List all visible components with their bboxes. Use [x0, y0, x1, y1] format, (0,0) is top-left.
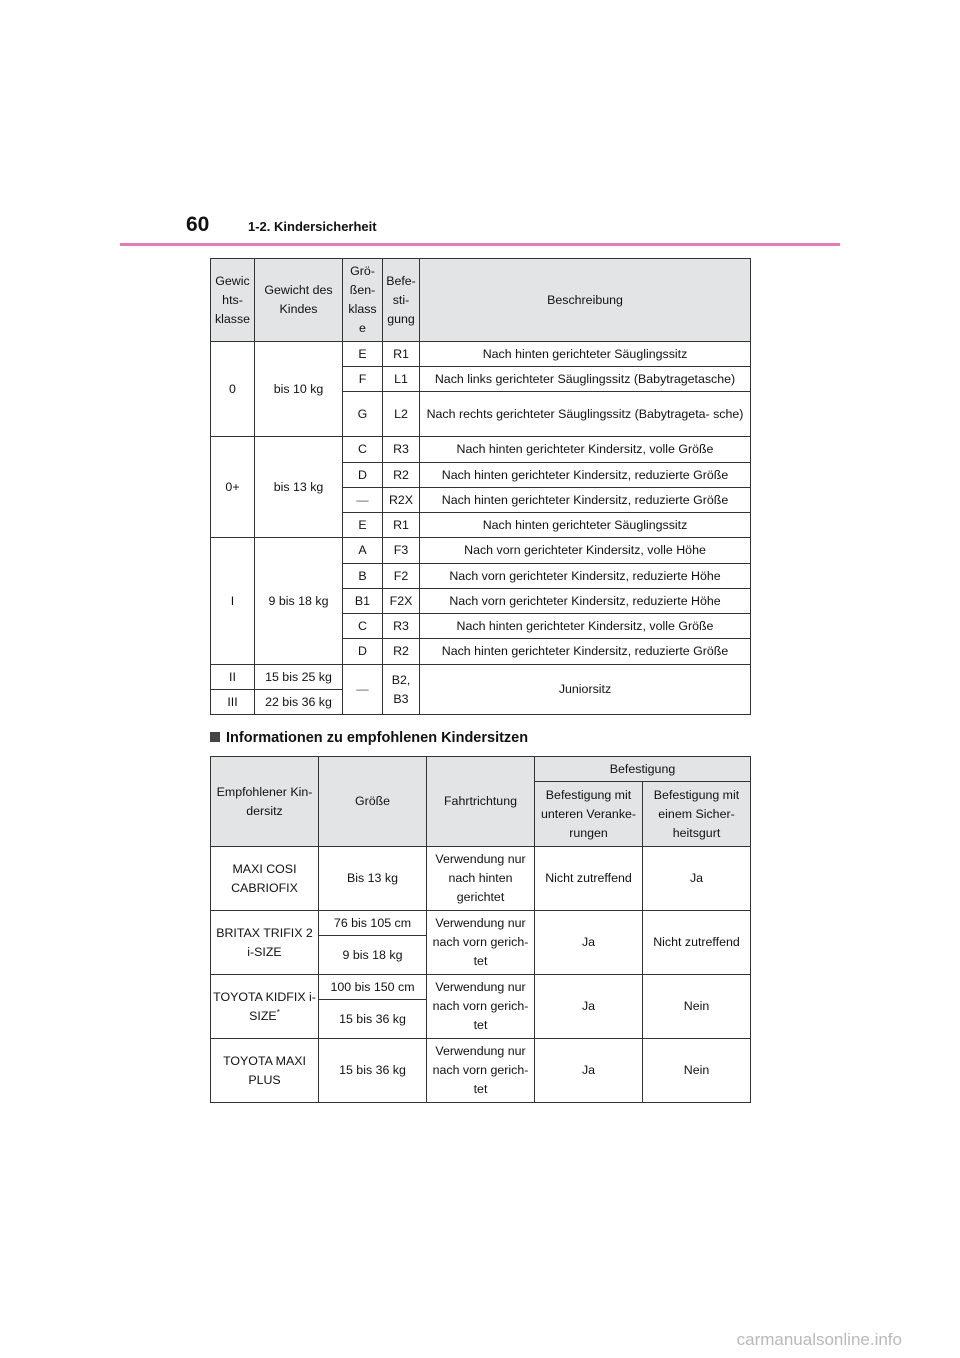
seat-name-cell: BRITAX TRIFIX 2 i-SIZE	[211, 911, 319, 975]
lower-anchor-cell: Ja	[535, 1039, 643, 1103]
fixture-cell: B2, B3	[383, 665, 420, 715]
size-class-cell: G	[343, 392, 383, 437]
weight-class-cell: 0+	[211, 437, 255, 538]
fixture-cell: F2X	[383, 589, 420, 614]
description-cell: Nach hinten gerichteter Kindersitz, volle Größe	[420, 614, 751, 639]
seat-name-cell	[211, 975, 319, 1039]
header-size-class: Grö- ßen- klass e	[343, 259, 383, 342]
table-row	[211, 665, 751, 690]
description-cell: Nach hinten gerichteter Säuglingssitz	[420, 342, 751, 367]
size-class-cell: D	[343, 639, 383, 665]
seat-name-cell: TOYOTA MAXI PLUS	[211, 1039, 319, 1103]
description-cell: Nach rechts gerichteter Säuglingssitz (Babytrageta- sche)	[420, 392, 751, 437]
header-weight-class: Gewic hts- klasse	[211, 259, 255, 342]
child-weight-cell: 9 bis 18 kg	[255, 538, 343, 665]
lower-anchor-cell: Nicht zutreffend	[535, 847, 643, 911]
seat-belt-cell: Nein	[643, 975, 751, 1039]
header-mounting: Befestigung	[535, 757, 751, 782]
size-class-cell: B	[343, 564, 383, 589]
header-size: Größe	[319, 757, 427, 847]
child-weight-cell: 15 bis 25 kg	[255, 665, 343, 690]
weight-class-cell: I	[211, 538, 255, 665]
size-class-cell: E	[343, 513, 383, 538]
seat-belt-cell: Nein	[643, 1039, 751, 1103]
direction-cell: Verwendung nur nach hinten gerichtet	[427, 847, 535, 911]
size-class-cell: E	[343, 342, 383, 367]
fixture-cell: R2	[383, 639, 420, 665]
lower-anchor-cell: Ja	[535, 975, 643, 1039]
description-cell: Nach hinten gerichteter Kindersitz, volle Größe	[420, 437, 751, 463]
size-class-cell: F	[343, 367, 383, 392]
table-row	[211, 437, 751, 463]
table-row	[211, 538, 751, 564]
fixture-cell: F3	[383, 538, 420, 564]
description-cell: Nach hinten gerichteter Kindersitz, reduzierte Größe	[420, 639, 751, 665]
header-direction: Fahrtrichtung	[427, 757, 535, 847]
section-heading	[210, 730, 528, 746]
table-row	[211, 342, 751, 367]
footnote-mark: *	[276, 1007, 280, 1017]
description-cell: Nach hinten gerichteter Kindersitz, reduzierte Größe	[420, 488, 751, 513]
seat-name-cell: MAXI COSI CABRIOFIX	[211, 847, 319, 911]
size-class-cell: C	[343, 437, 383, 463]
child-weight-cell: 22 bis 36 kg	[255, 690, 343, 715]
description-cell: Nach vorn gerichteter Kindersitz, volle Höhe	[420, 538, 751, 564]
size-cell: 15 bis 36 kg	[319, 1000, 427, 1039]
size-class-cell: D	[343, 463, 383, 488]
size-class-cell: C	[343, 614, 383, 639]
size-class-cell: —	[343, 488, 383, 513]
fixture-cell: R2X	[383, 488, 420, 513]
table-row	[211, 975, 751, 1000]
size-class-cell: B1	[343, 589, 383, 614]
fixture-cell: L2	[383, 392, 420, 437]
description-cell: Nach links gerichteter Säuglingssitz (Babytragetasche)	[420, 367, 751, 392]
watermark: carmanualsonline.info	[736, 1330, 902, 1349]
table-row	[211, 1039, 751, 1103]
table-row	[211, 847, 751, 911]
direction-cell: Verwendung nur nach vorn gerich- tet	[427, 975, 535, 1039]
child-weight-cell: bis 10 kg	[255, 342, 343, 437]
section-title: Informationen zu empfohlenen Kindersitzen	[226, 730, 529, 746]
header-lower-anchors: Befestigung mit unteren Veranke- rungen	[535, 782, 643, 847]
seat-belt-cell: Nicht zutreffend	[643, 911, 751, 975]
fixture-cell: R3	[383, 614, 420, 639]
size-class-cell: A	[343, 538, 383, 564]
recommended-seats-table	[210, 756, 751, 1103]
fixture-cell: R3	[383, 437, 420, 463]
weight-class-cell: 0	[211, 342, 255, 437]
direction-cell: Verwendung nur nach vorn gerich- tet	[427, 911, 535, 975]
size-cell: 100 bis 150 cm	[319, 975, 427, 1000]
header-child-weight: Gewicht des Kindes	[255, 259, 343, 342]
table-header-row	[211, 757, 751, 782]
description-cell: Nach vorn gerichteter Kindersitz, reduzierte Höhe	[420, 589, 751, 614]
square-bullet-icon	[210, 732, 220, 742]
header-description: Beschreibung	[420, 259, 751, 342]
seat-belt-cell: Ja	[643, 847, 751, 911]
fixture-cell: R2	[383, 463, 420, 488]
lower-anchor-cell: Ja	[535, 911, 643, 975]
seat-name-text: TOYOTA KIDFIX i-SIZE	[213, 989, 316, 1023]
size-class-cell: —	[343, 665, 383, 715]
child-weight-cell: bis 13 kg	[255, 437, 343, 538]
weight-class-cell: II	[211, 665, 255, 690]
child-seat-size-table	[210, 258, 751, 715]
table-row	[211, 911, 751, 936]
fixture-cell: L1	[383, 367, 420, 392]
direction-cell: Verwendung nur nach vorn gerich- tet	[427, 1039, 535, 1103]
fixture-cell: R1	[383, 342, 420, 367]
header-divider	[120, 243, 840, 246]
description-cell: Nach hinten gerichteter Säuglingssitz	[420, 513, 751, 538]
size-cell: 9 bis 18 kg	[319, 936, 427, 975]
page-number: 60	[186, 213, 210, 236]
size-cell: Bis 13 kg	[319, 847, 427, 911]
table-header-row	[211, 259, 751, 342]
description-cell: Juniorsitz	[420, 665, 751, 715]
header-seat-belt: Befestigung mit einem Sicher- heitsgurt	[643, 782, 751, 847]
size-cell: 76 bis 105 cm	[319, 911, 427, 936]
description-cell: Nach hinten gerichteter Kindersitz, reduzierte Größe	[420, 463, 751, 488]
chapter-title: 1-2. Kindersicherheit	[248, 219, 377, 234]
fixture-cell: R1	[383, 513, 420, 538]
fixture-cell: F2	[383, 564, 420, 589]
header-fixture: Befe- sti- gung	[383, 259, 420, 342]
size-cell: 15 bis 36 kg	[319, 1039, 427, 1103]
weight-class-cell: III	[211, 690, 255, 715]
description-cell: Nach vorn gerichteter Kindersitz, reduzierte Höhe	[420, 564, 751, 589]
header-recommended-seat: Empfohlener Kin- dersitz	[211, 757, 319, 847]
